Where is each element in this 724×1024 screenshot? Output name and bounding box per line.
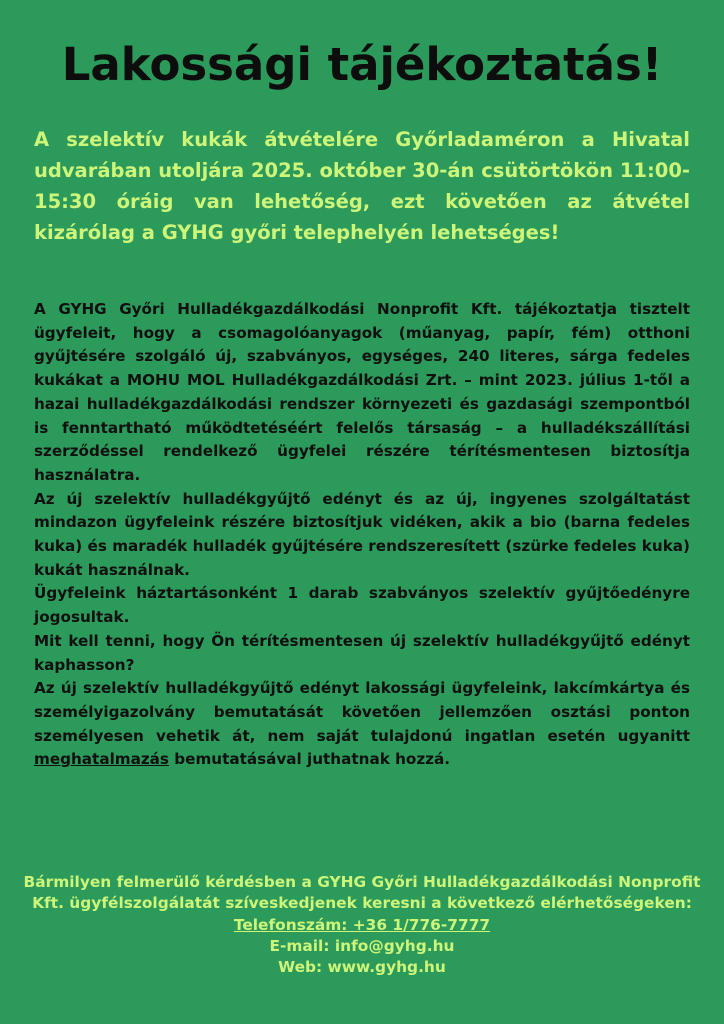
web-link[interactable]: Web: www.gyhg.hu <box>278 958 446 977</box>
paragraph-question: Mit kell tenni, hogy Ön térítésmentesen új szelektív hulladékgyűjtő edényt kaphasson? <box>34 631 690 674</box>
contact-footer <box>20 872 704 978</box>
intro-notice: A szelektív kukák átvételére Győrladaméron a Hivatal udvarában utoljára 2025. október 30-án csütörtökön 11:00-15:30 óráig van lehetőség, ezt követően az átvétel kizárólag a GYHG győri telephelyén lehetséges! <box>34 128 690 244</box>
paragraph-entitlement: Ügyfeleink háztartásonként 1 darab szabványos szelektív gyűjtőedényre jogosultak. <box>34 584 690 627</box>
contact-text: Bármilyen felmerülő kérdésben a GYHG Győri Hulladékgazdálkodási Nonprofit Kft. ügyfélszolgálatát szíveskedjenek keresni a következő elérhetőségeken: <box>23 873 701 913</box>
body-text <box>34 298 690 772</box>
page-title: Lakossági tájékoztatás! <box>61 38 663 91</box>
pickup-text-end: bemutatásával juthatnak hozzá. <box>168 750 451 769</box>
paragraph-info: A GYHG Győri Hulladékgazdálkodási Nonprofit Kft. tájékoztatja tisztelt ügyfeleit, hogy a csomagolóanyagok (műanyag, papír, fém) otthoni gyűjtésére szolgáló új, szabványos, egységes, 240 literes, sárga fedeles kukákat a MOHU MOL Hulladékgazdálkodási Zrt. – mint 2023. július 1-től a hazai hulladékgazdálkodási rendszer környezeti és gazdasági szempontból is fenntartható működtetéséért felelős társaság – a hulladékszállítási szerződéssel rendelkező ügyfelei részére térítésmentesen biztosítja használatra. <box>34 300 690 484</box>
authorization-term: meghatalmazás <box>34 750 169 769</box>
phone-link[interactable]: Telefonszám: +36 1/776-7777 <box>233 915 491 934</box>
paragraph-eligibility: Az új szelektív hulladékgyűjtő edényt és az új, ingyenes szolgáltatást mindazon ügyfeleink részére biztosítjuk vidéken, akik a bio (barna fedeles kuka) és maradék hulladék gyűjtésére rendszeresített (szürke fedeles kuka) kukát használnak. <box>34 489 690 579</box>
pickup-text-start: Az új szelektív hulladékgyűjtő edényt lakossági ügyfeleink, lakcímkártya és személyigazolvány bemutatását követően jellemzően osztási ponton személyesen vehetik át, nem saját tulajdonú ingatlan esetén ugyanitt <box>34 679 690 745</box>
paragraph-pickup <box>34 677 690 772</box>
email-link[interactable]: E-mail: info@gyhg.hu <box>269 936 455 955</box>
